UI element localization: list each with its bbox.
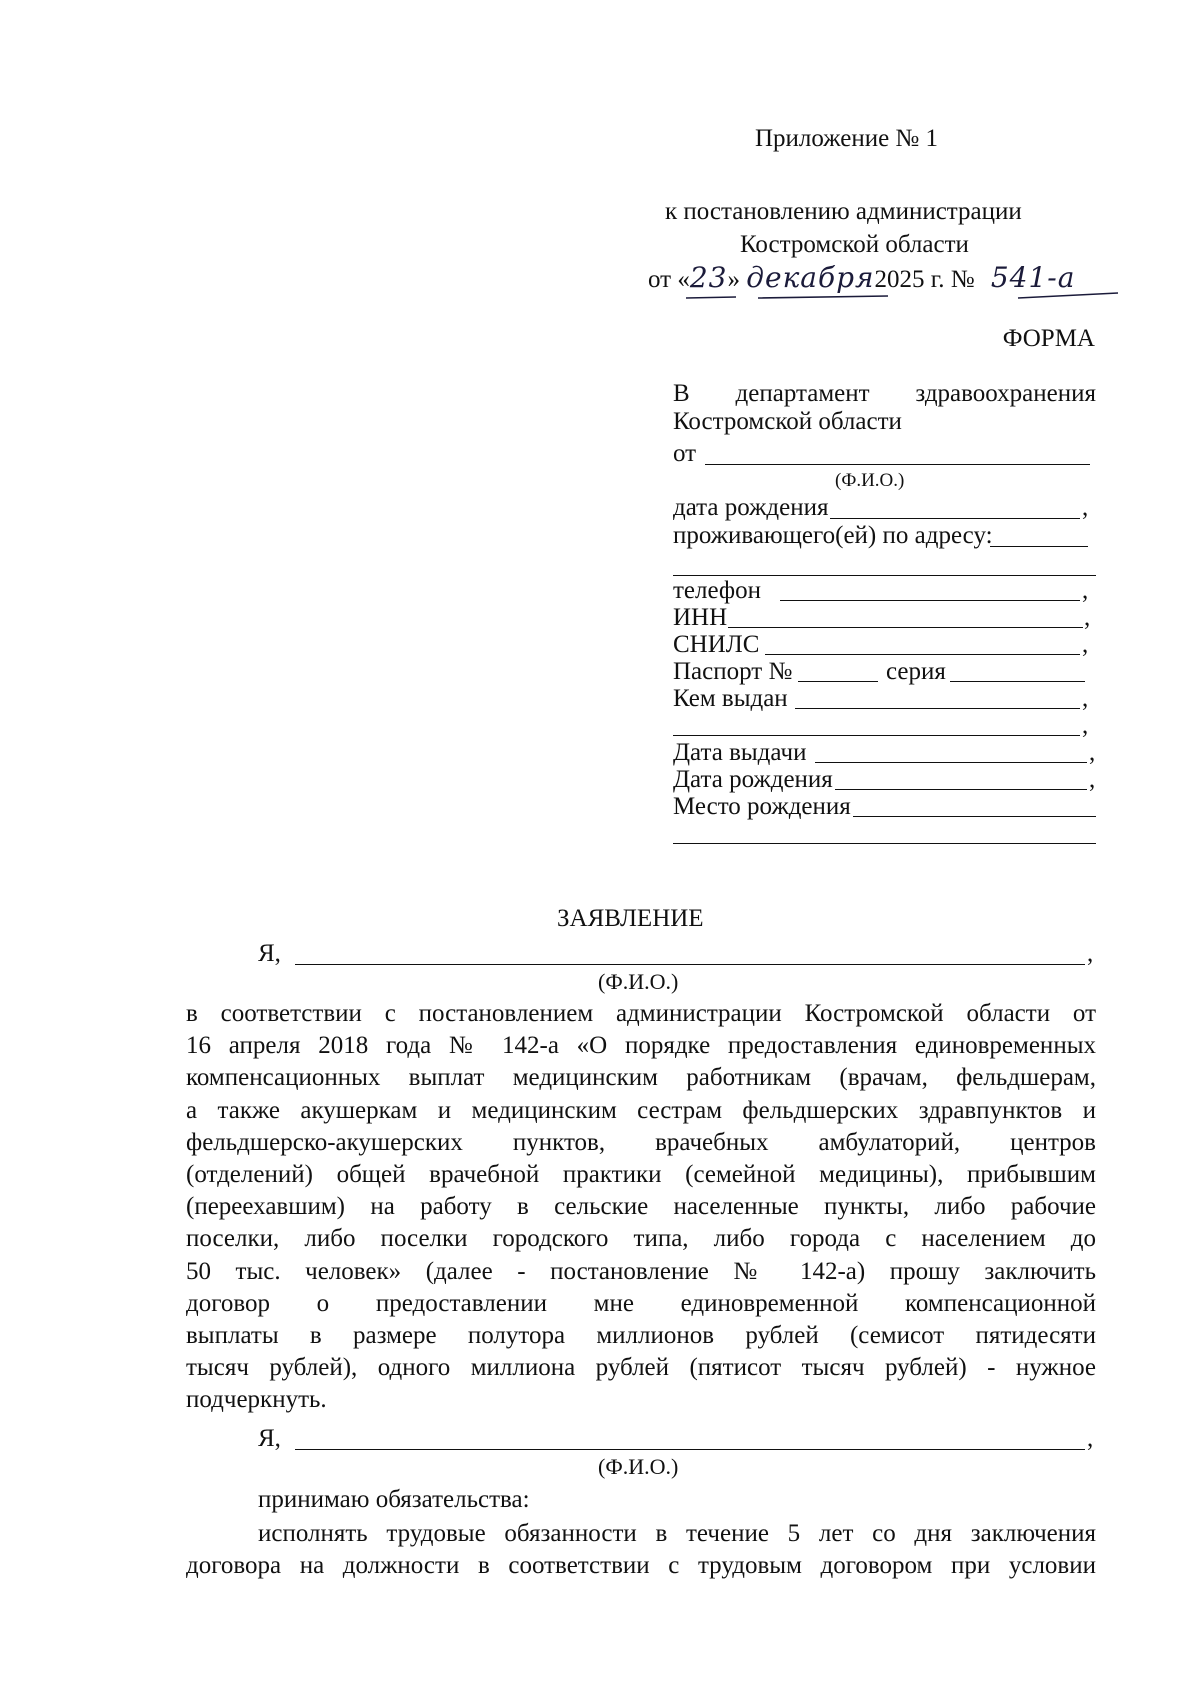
paragraph-line: в соответствии с постановлением администрации Костромской области от (186, 1000, 1096, 1027)
paragraph-line: а также акушеркам и медицинским сестрам фельдшерских здравпунктов и (186, 1096, 1096, 1124)
issue-date-field[interactable] (815, 762, 1087, 763)
address-label: проживающего(ей) по адресу: (673, 522, 993, 549)
paragraph-line: фельдшерско-акушерских пунктов, врачебных амбулаторий, центров (186, 1128, 1096, 1156)
paragraph-line: (отделений) общей врачебной практики (семейной медицины), прибывшим (186, 1161, 1096, 1189)
paragraph-line: (переехавшим) на работу в сельские населенные пункты, либо рабочие (186, 1193, 1096, 1221)
paragraph-line: поселки, либо поселки городского типа, либо города с населением до (186, 1225, 1096, 1253)
snils-field[interactable] (765, 654, 1080, 655)
appendix-title: Приложение № 1 (755, 125, 939, 152)
birth-date-field[interactable] (830, 518, 1080, 519)
date-mid: » (727, 266, 747, 293)
address-field-2[interactable] (673, 575, 1096, 576)
phone-field[interactable] (780, 600, 1080, 601)
decree-number-handwritten: 541-а (990, 261, 1076, 294)
decree-date-line (648, 261, 1128, 300)
fio-field[interactable] (705, 464, 1090, 465)
obligation-fio-field[interactable] (295, 1449, 1085, 1450)
paragraph-line: 50 тыс. человек» (далее - постановление № 142-а) прошу заключить (186, 1257, 1096, 1285)
passport-series-field[interactable] (950, 681, 1085, 682)
address-field-1[interactable] (990, 546, 1088, 547)
obligations-heading: принимаю обязательства: (258, 1486, 530, 1513)
comma: , (1084, 604, 1091, 631)
birthplace-field-1[interactable] (853, 816, 1096, 817)
duty-line-2: договора на должности в соответствии с трудовым договором при условии (186, 1552, 1096, 1579)
paragraph-line: выплаты в размере полутора миллионов рублей (семисот пятидесяти (186, 1322, 1096, 1350)
series-label: серия (886, 658, 946, 685)
paragraph-line: компенсационных выплат медицинским работникам (врачам, фельдшерам, (186, 1064, 1096, 1092)
comma: , (1082, 685, 1089, 712)
applicant-fio-field[interactable] (295, 964, 1085, 965)
birthplace-label: Место рождения (673, 793, 851, 820)
passport-label: Паспорт № (673, 658, 793, 685)
healthcare-word: здравоохранения (915, 380, 1096, 407)
date-year-label: 2025 г. № (874, 266, 975, 293)
statement-title: ЗАЯВЛЕНИЕ (557, 905, 704, 932)
birth-date-label: дата рождения (673, 494, 829, 521)
obligation-fio-caption: (Ф.И.О.) (598, 1454, 679, 1479)
issued-by-field-2[interactable] (673, 735, 1080, 736)
addressee-line-1 (673, 380, 1096, 408)
issued-by-label: Кем выдан (673, 685, 788, 712)
to-word: В (673, 380, 690, 407)
obligation-i-label: Я, (258, 1425, 281, 1452)
paragraph-line: тысяч рублей), одного миллиона рублей (пятисот тысяч рублей) - нужное (186, 1354, 1096, 1382)
comma: , (1082, 494, 1089, 521)
paragraph-line: 16 апреля 2018 года № 142-а «О порядке предоставления единовременных (186, 1032, 1096, 1060)
comma: , (1089, 739, 1096, 766)
dob-label: Дата рождения (673, 766, 833, 793)
passport-number-field[interactable] (798, 681, 878, 682)
department-word: департамент (735, 380, 870, 407)
snils-label: СНИЛС (673, 631, 760, 658)
comma: , (1087, 1425, 1094, 1452)
form-label: ФОРМА (1002, 325, 1095, 352)
comma: , (1087, 940, 1094, 967)
comma: , (1082, 631, 1089, 658)
applicant-fio-caption: (Ф.И.О.) (598, 969, 679, 994)
issue-date-label: Дата выдачи (673, 739, 807, 766)
inn-field[interactable] (728, 627, 1083, 628)
date-prefix: от « (648, 266, 690, 293)
addressee-block (673, 380, 1096, 436)
phone-label: телефон (673, 577, 761, 604)
paragraph-line: договор о предоставлении мне единовременной компенсационной (186, 1289, 1096, 1317)
comma: , (1082, 712, 1089, 739)
paragraph-last-line: подчеркнуть. (186, 1386, 327, 1414)
date-day-handwritten: 23 (689, 261, 728, 294)
addressee-line-2: Костромской области (673, 408, 902, 435)
date-month-handwritten: декабря (746, 261, 875, 294)
statement-paragraph (186, 998, 1096, 1417)
reference-line-1: к постановлению администрации (665, 198, 1022, 225)
comma: , (1089, 766, 1096, 793)
duty-line-1: исполнять трудовые обязанности в течение 5 лет со дня заключения (258, 1520, 1096, 1547)
reference-line-2: Костромской области (740, 231, 969, 258)
handwriting-underline (648, 292, 1128, 304)
fio-caption: (Ф.И.О.) (835, 470, 905, 491)
comma: , (1082, 577, 1089, 604)
birthplace-field-2[interactable] (673, 843, 1096, 844)
inn-label: ИНН (673, 604, 728, 631)
dob-field[interactable] (835, 789, 1087, 790)
issued-by-field-1[interactable] (795, 708, 1080, 709)
from-label: от (673, 440, 697, 467)
applicant-i-label: Я, (258, 940, 281, 967)
